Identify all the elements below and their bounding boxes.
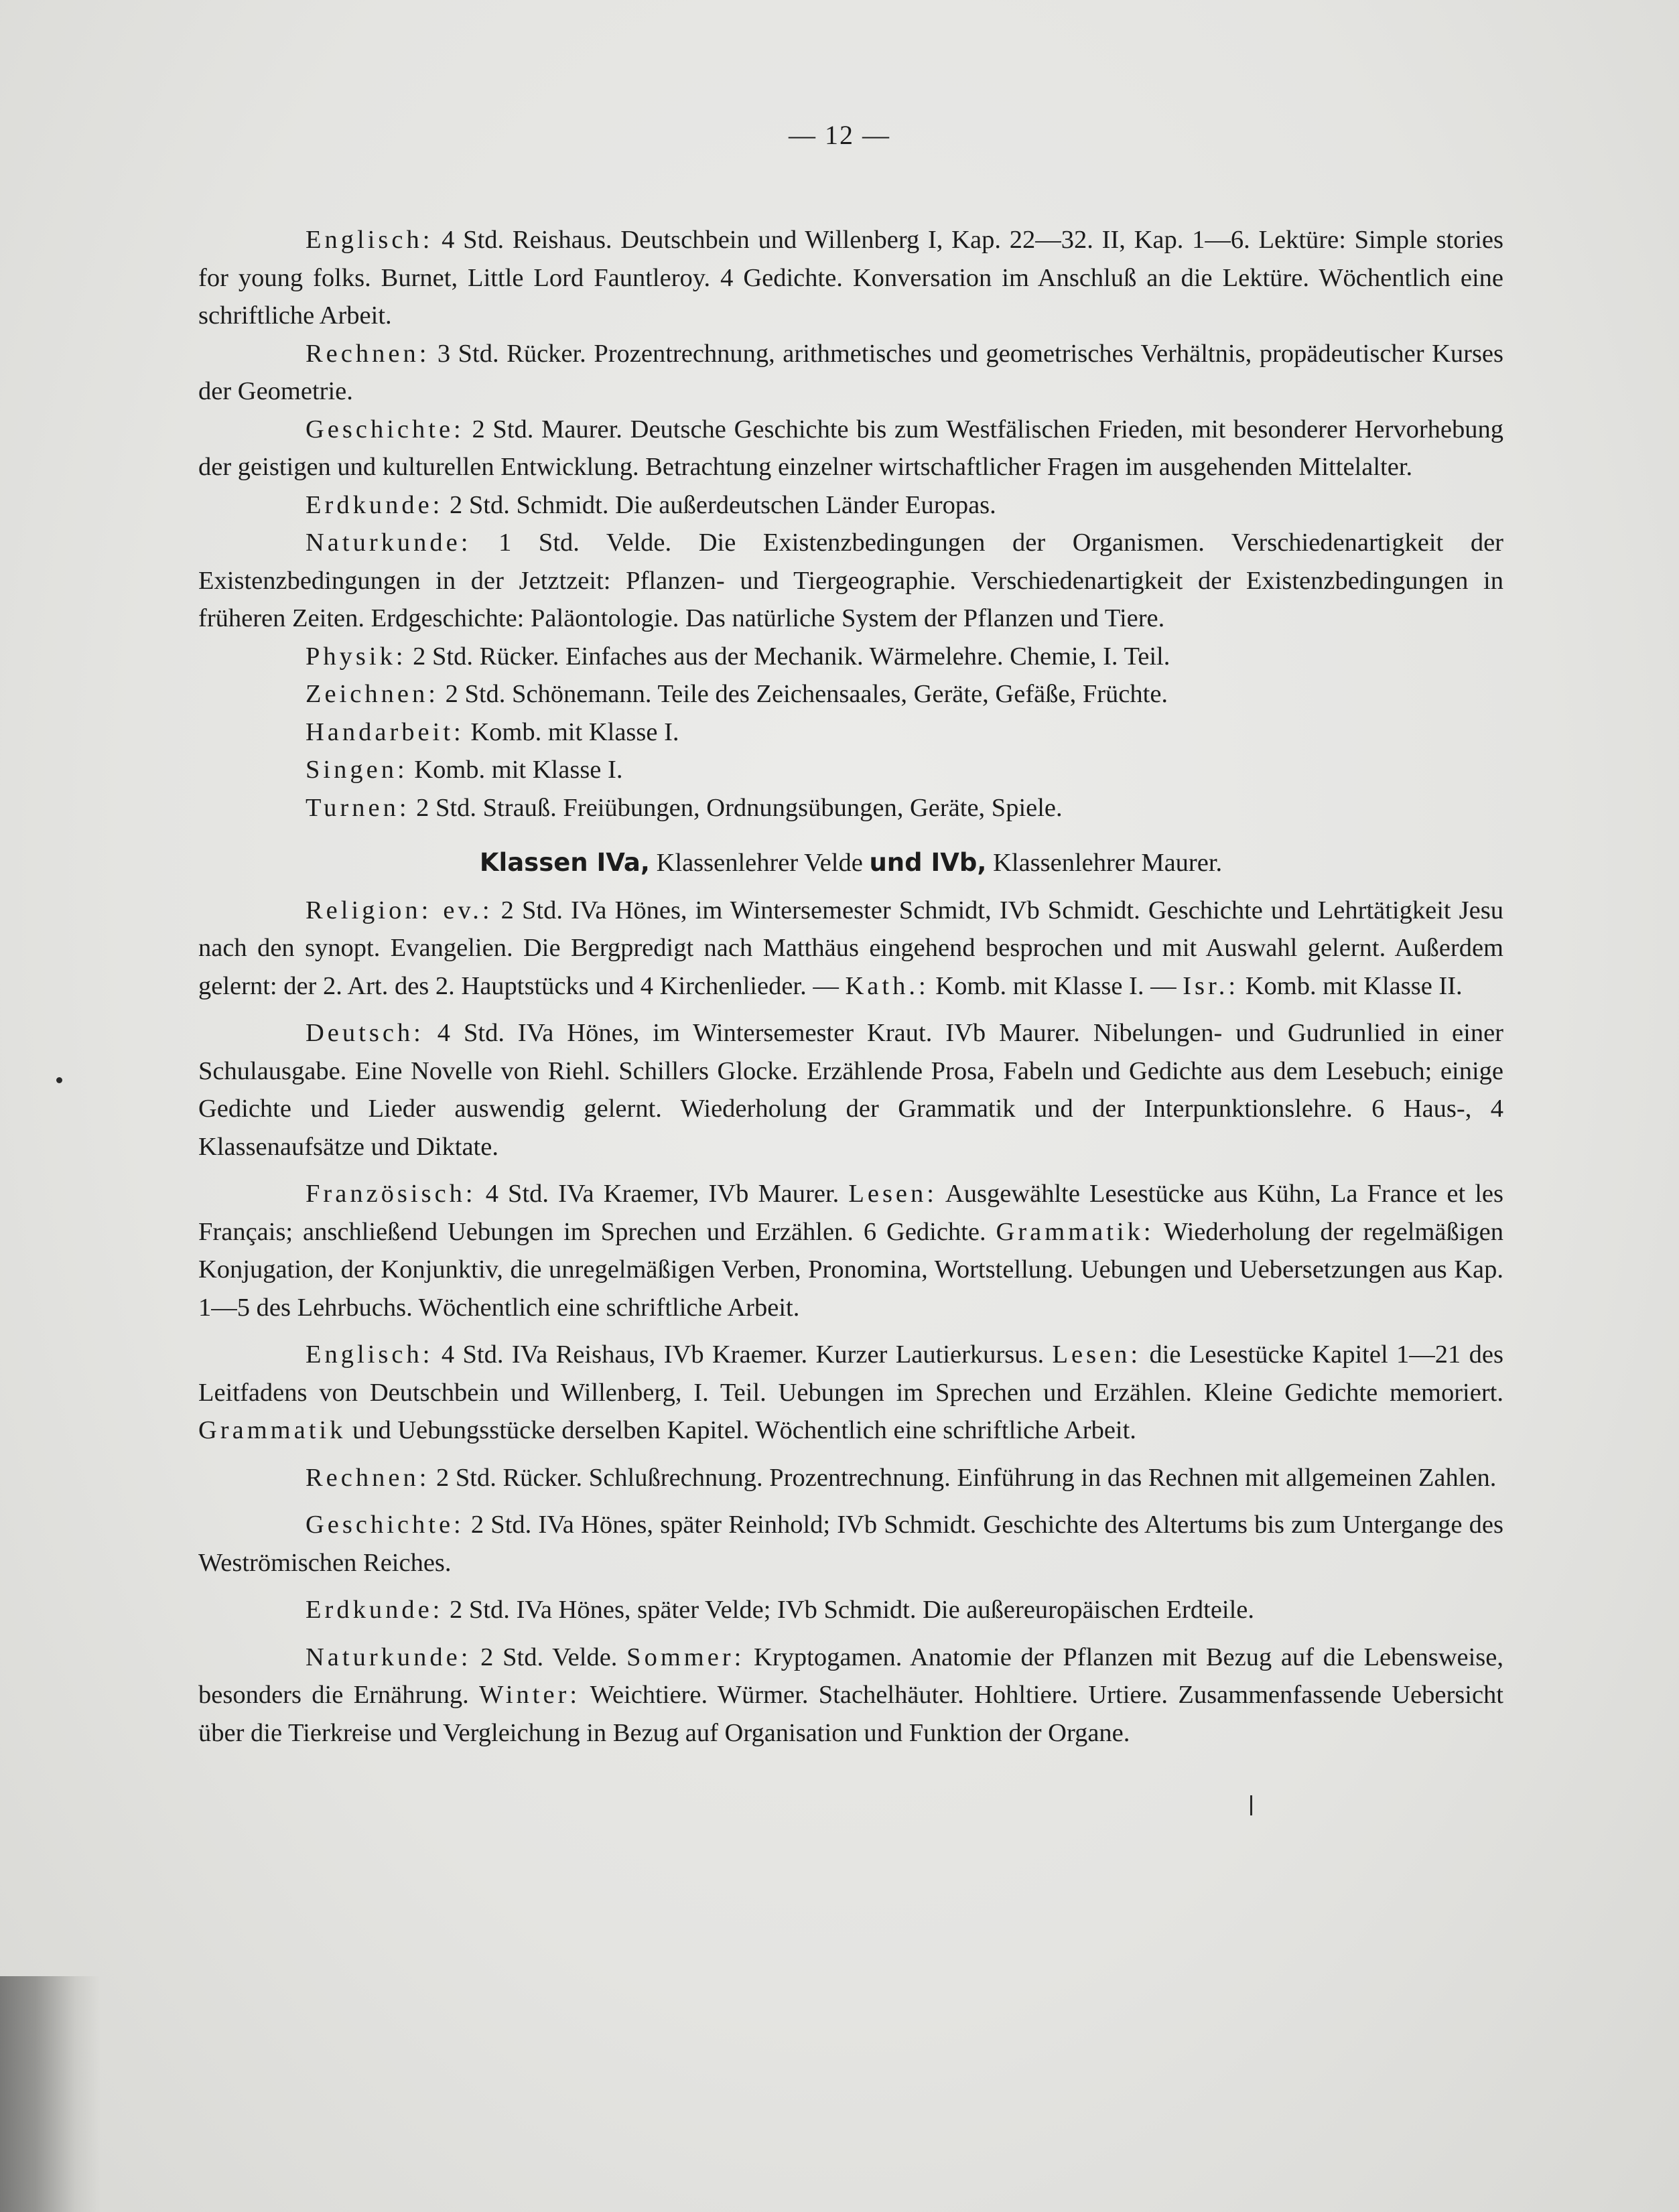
subject-label: Erdkunde:: [306, 490, 444, 519]
paragraph-text: Komb. mit Klasse II.: [1239, 971, 1463, 1000]
subject-label: Physik:: [306, 642, 407, 671]
subject-label: Turnen:: [306, 793, 410, 822]
paragraph-text: 4 Std. IVa Hönes, im Wintersemester Kraut. IVb Maurer. Nibelungen- und Gudrunlied in einer Schulausgabe. Eine Novelle von Riehl. Schillers Glocke. Erzählende Prosa, Fabeln und Gedichte aus dem Lesebuch; einige Gedichte und Lieder auswendig gelernt. Wiederholung der Grammatik und der Interpunktionslehre. 6 Haus-, 4 Klassenaufsätze und Diktate.: [198, 1019, 1503, 1161]
paragraph-text: Ausgewählte Lesestücke aus Kühn, La France et les Français; anschließend Uebungen im Sprechen und Erzählen. 6 Gedichte.: [198, 1180, 1504, 1246]
paragraph-zeichnen: [198, 675, 1503, 713]
paragraph-naturkunde: [198, 524, 1503, 638]
subject-label: Geschichte:: [306, 1511, 464, 1539]
heading-class-ivb: und IVb,: [869, 848, 987, 877]
subject-label: Zeichnen:: [306, 680, 439, 708]
heading-teacher-velde: Klassenlehrer Velde: [649, 849, 870, 877]
sublabel-grammatik: Grammatik: [198, 1416, 346, 1444]
sublabel-grammatik: Grammatik:: [996, 1217, 1154, 1246]
paragraph-text: 4 Std. IVa Kraemer, IVb Maurer.: [476, 1180, 849, 1208]
paragraph-text: 2 Std. Schönemann. Teile des Zeichensaales, Geräte, Gefäße, Früchte.: [438, 680, 1168, 708]
paragraph-franzoesisch: [198, 1175, 1503, 1326]
paragraph-text: 2 Std. Schmidt. Die außerdeutschen Länder Europas.: [443, 490, 996, 519]
paragraph-text: 4 Std. IVa Reishaus, IVb Kraemer. Kurzer Lautierkursus.: [433, 1340, 1053, 1369]
paragraph-text: 4 Std. Reishaus. Deutschbein und Willenberg I, Kap. 22—32. II, Kap. 1—6. Lektüre: Simple stories for young folks. Burnet, Little Lord Fauntleroy. 4 Gedichte. Konversation im Anschluß an die Lektüre. Wöchentlich eine schriftliche Arbeit.: [198, 226, 1503, 330]
subject-label: Naturkunde:: [306, 1643, 472, 1671]
subject-label: Naturkunde:: [306, 529, 472, 557]
paragraph-text: Wiederholung der regelmäßigen Konjugation, der Konjunktiv, die unregelmäßigen Verben, Pronomina, Wortstellung. Uebungen und Uebersetzungen aus Kap. 1—5 des Lehrbuchs. Wöchentlich eine schriftliche Arbeit.: [198, 1217, 1504, 1322]
subject-label: Erdkunde:: [306, 1596, 444, 1624]
paragraph-religion: [198, 892, 1503, 1006]
paragraph-erdkunde: [198, 486, 1503, 525]
heading-class-iva: Klassen IVa,: [479, 848, 650, 877]
heading-teacher-maurer: Klassenlehrer Maurer.: [986, 849, 1223, 877]
paragraph-englisch-iv: [198, 1336, 1503, 1450]
subject-label: Französisch:: [306, 1180, 476, 1208]
paragraph-text: 1 Std. Velde. Die Existenzbedingungen der Organismen. Verschiedenartigkeit der Existenzbedingungen in der Jetztzeit: Pflanzen- und Tiergeographie. Verschiedenartigkeit der Existenzbedingungen in früheren Zeiten. Erdgeschichte: Paläontologie. Das natürliche System der Pflanzen und Tiere.: [198, 529, 1503, 632]
paragraph-geschichte-iv: [198, 1506, 1503, 1582]
sublabel-lesen: Lesen:: [1052, 1340, 1142, 1369]
sublabel-sommer: Sommer:: [626, 1643, 745, 1671]
page-number: — 12 —: [789, 120, 890, 150]
paragraph-text: 2 Std. IVa Hönes, später Velde; IVb Schmidt. Die außereuropäischen Erdteile.: [443, 1596, 1255, 1624]
page-body: [198, 221, 1503, 1752]
paragraph-text: 2 Std. Rücker. Schlußrechnung. Prozentrechnung. Einführung in das Rechnen mit allgemeinen Zahlen.: [429, 1463, 1497, 1492]
paragraph-text: 2 Std. IVa Hönes, später Reinhold; IVb Schmidt. Geschichte des Altertums bis zum Untergange des Weströmischen Reiches.: [198, 1511, 1503, 1577]
paragraph-turnen: [198, 789, 1503, 827]
paragraph-englisch: [198, 221, 1503, 335]
paragraph-text: und Uebungsstücke derselben Kapitel. Wöchentlich eine schriftliche Arbeit.: [346, 1416, 1136, 1444]
paragraph-singen: [198, 751, 1503, 789]
paragraph-physik: [198, 638, 1503, 676]
subject-label: Religion: ev.:: [306, 896, 493, 924]
subject-label: Englisch:: [306, 226, 433, 254]
paragraph-rechnen-iv: [198, 1459, 1503, 1497]
subject-label: Deutsch:: [306, 1019, 424, 1047]
subject-label-isr: Isr.:: [1183, 971, 1239, 1000]
paragraph-text: 2 Std. Strauß. Freiübungen, Ordnungsübungen, Geräte, Spiele.: [409, 793, 1063, 822]
subject-label: Rechnen:: [306, 1463, 430, 1492]
sublabel-winter: Winter:: [479, 1681, 581, 1709]
paragraph-text: Komb. mit Klasse I. —: [929, 971, 1183, 1000]
sublabel-lesen: Lesen:: [848, 1180, 937, 1208]
margin-tick-mark: [1250, 1795, 1252, 1815]
section-heading: [198, 844, 1503, 882]
paragraph-text: Kryptogamen. Anatomie der Pflanzen mit Bezug auf die Lebensweise, besonders die Ernährung.: [198, 1643, 1504, 1709]
subject-label: Englisch:: [306, 1340, 433, 1369]
paragraph-text: 2 Std. Maurer. Deutsche Geschichte bis zum Westfälischen Frieden, mit besonderer Hervorhebung der geistigen und kulturellen Entwicklung. Betrachtung einzelner wirtschaftlicher Fragen im ausgehenden Mittelalter.: [198, 415, 1503, 481]
paragraph-naturkunde-iv: [198, 1639, 1503, 1752]
paragraph-text: die Lesestücke Kapitel 1—21 des Leitfadens von Deutschbein und Willenberg, I. Teil. Uebungen im Sprechen und Erzählen. Kleine Gedichte memoriert.: [198, 1340, 1503, 1407]
paragraph-erdkunde-iv: [198, 1591, 1503, 1629]
paragraph-text: Weichtiere. Würmer. Stachelhäuter. Hohltiere. Urtiere. Zusammenfassende Uebersicht über die Tierkreise und Vergleichung in Bezug auf Organisation und Funktion der Organe.: [198, 1681, 1503, 1747]
paragraph-geschichte: [198, 411, 1503, 486]
subject-label: Geschichte:: [306, 415, 464, 443]
subject-label: Singen:: [306, 756, 408, 784]
paragraph-deutsch: [198, 1014, 1503, 1166]
paragraph-text: 3 Std. Rücker. Prozentrechnung, arithmetisches und geometrisches Verhältnis, propädeutischer Kurses der Geometrie.: [198, 339, 1503, 405]
subject-label-kath: Kath.:: [845, 971, 929, 1000]
paragraph-rechnen: [198, 335, 1503, 411]
subject-label: Rechnen:: [306, 339, 430, 368]
paragraph-text: Komb. mit Klasse I.: [407, 756, 623, 784]
page-edge-shadow: [0, 1976, 100, 2212]
paragraph-handarbeit: [198, 713, 1503, 752]
paragraph-text: 2 Std. Velde.: [471, 1643, 627, 1671]
paragraph-text: 2 Std. IVa Hönes, im Wintersemester Schmidt, IVb Schmidt. Geschichte und Lehrtätigkeit Jesu nach den synopt. Evangelien. Die Bergpredigt nach Matthäus eingehend besprochen und mit Auswahl gelernt. Außerdem gelernt: der 2. Art. des 2. Hauptstücks und 4 Kirchenlieder. —: [198, 896, 1503, 1000]
paragraph-text: 2 Std. Rücker. Einfaches aus der Mechanik. Wärmelehre. Chemie, I. Teil.: [406, 642, 1170, 671]
paragraph-text: Komb. mit Klasse I.: [464, 717, 679, 746]
subject-label: Handarbeit:: [306, 717, 464, 746]
margin-dot-mark: [56, 1077, 62, 1083]
